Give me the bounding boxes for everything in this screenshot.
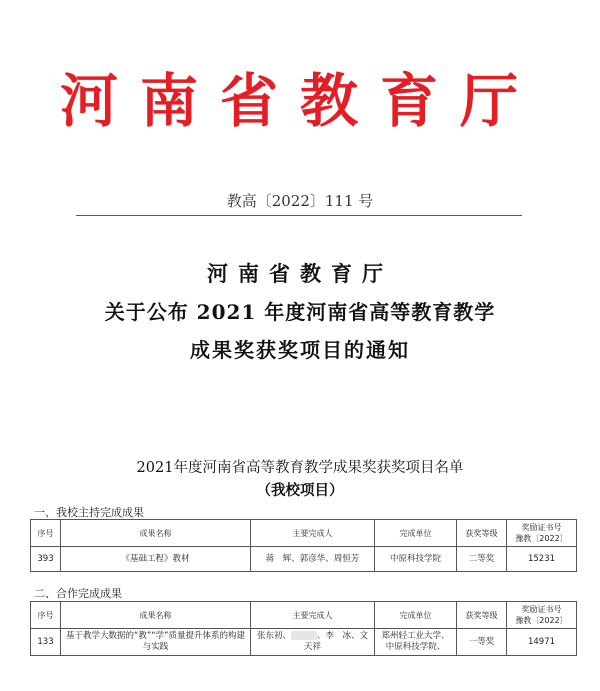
col-header-name: 成果名称: [61, 602, 251, 629]
col-header-grade: 获奖等级: [457, 602, 507, 629]
col-header-cert: 奖励证书号 豫教〔2022〕: [507, 602, 577, 629]
cell-grade: 一等奖: [457, 629, 507, 656]
table-header-row: [31, 520, 577, 547]
section-label-cooperative: 二、合作完成成果: [34, 587, 122, 600]
col-header-unit: 完成单位: [375, 602, 457, 629]
col-header-grade: 获奖等级: [457, 520, 507, 547]
cell-name: 《基础工程》教材: [61, 547, 251, 572]
col-header-name: 成果名称: [61, 520, 251, 547]
cell-unit: 郑州轻工业大学、中原科技学院、: [375, 629, 457, 656]
table-row: [31, 547, 577, 572]
col-header-no: 序号: [31, 520, 61, 547]
award-list-title: 2021年度河南省高等教育教学成果奖获奖项目名单: [136, 460, 464, 476]
cell-cert: 15231: [507, 547, 577, 572]
award-table-hosted: [30, 519, 577, 572]
award-list-subtitle: （我校项目）: [256, 482, 344, 499]
cell-no: 133: [31, 629, 61, 656]
notice-title-line3: 成果奖获奖项目的通知: [190, 338, 410, 362]
cell-people: [251, 629, 375, 656]
masthead-title: 河南省教育厅: [59, 67, 540, 135]
cell-unit: 中原科技学院: [375, 547, 457, 572]
cell-name: 基于教学大数据的“教”“学”质量提升体系的构建与实践: [61, 629, 251, 656]
col-header-people: 主要完成人: [251, 520, 375, 547]
col-header-unit: 完成单位: [375, 520, 457, 547]
table-header-row: [31, 602, 577, 629]
col-header-no: 序号: [31, 602, 61, 629]
people-after-redaction: 、李 冰、文天祥: [303, 631, 369, 652]
notice-title-issuer: 河南省教育厅: [207, 261, 393, 286]
cell-grade: 二等奖: [457, 547, 507, 572]
red-divider-line: [76, 215, 522, 216]
award-table-cooperative: [30, 601, 577, 656]
col-header-people: 主要完成人: [251, 602, 375, 629]
col-header-cert: 奖励证书号 豫教〔2022〕: [507, 520, 577, 547]
people-before-redaction: 张东初、: [256, 631, 291, 641]
section-label-hosted: 一、我校主持完成成果: [34, 506, 144, 519]
table-row: [31, 629, 577, 656]
redacted-name-block: [291, 631, 317, 640]
cell-people: 蒋 辉、郭彦华、周恒芳: [251, 547, 375, 572]
document-number: 教高〔2022〕111 号: [226, 192, 374, 210]
cell-cert: 14971: [507, 629, 577, 656]
cell-no: 393: [31, 547, 61, 572]
notice-title-line2: 关于公布 2021 年度河南省高等教育教学: [104, 300, 496, 324]
